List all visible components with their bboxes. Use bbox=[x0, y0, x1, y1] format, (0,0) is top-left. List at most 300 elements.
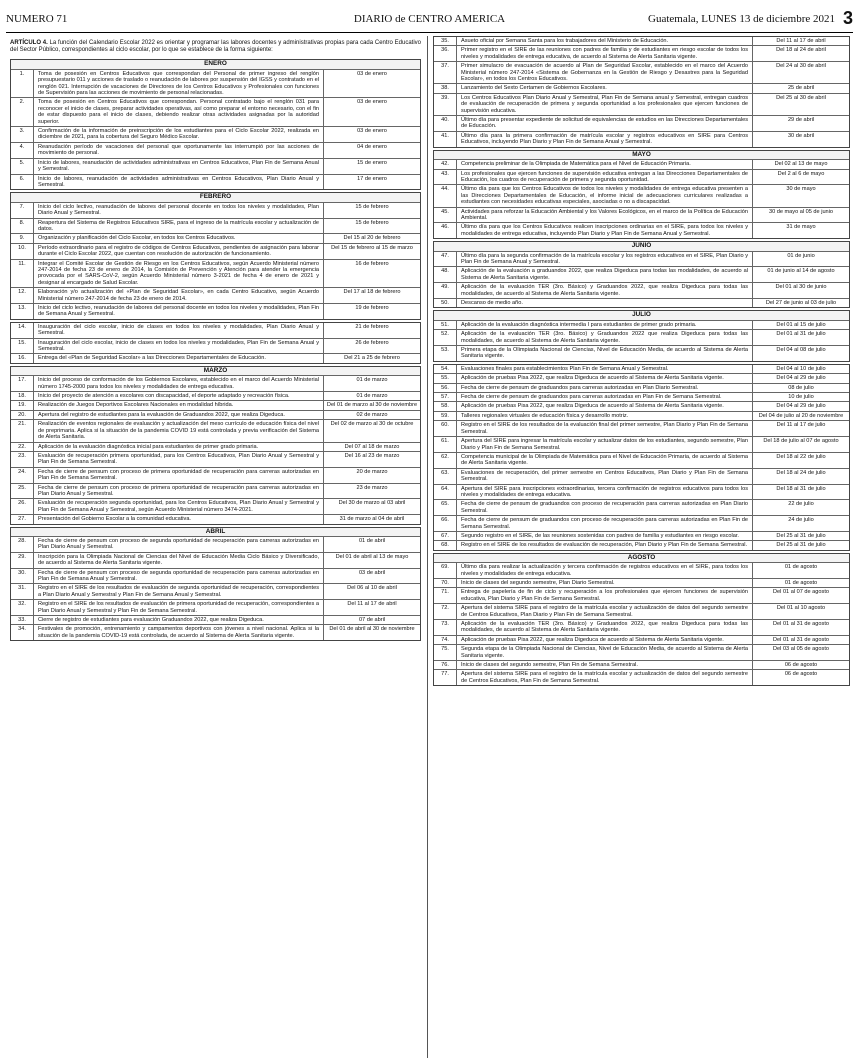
row-number: 37. bbox=[434, 62, 457, 83]
activity-date: Del 01 de marzo al 30 de noviembre bbox=[326, 402, 418, 409]
calendar-table bbox=[10, 322, 421, 364]
row-number: 4. bbox=[11, 143, 34, 158]
activity-description: Realización de Juegos Deportivos Escolares Nacionales en modalidad híbrida. bbox=[34, 401, 324, 409]
activity-date: 25 de abril bbox=[787, 85, 815, 92]
activity-date: 10 de julio bbox=[788, 394, 814, 401]
table-row bbox=[434, 484, 849, 500]
activity-description: Fecha de cierre de pensum de graduandos con proceso de recuperación para carreras autorizadas en Plan Fin de Semana Semestral. bbox=[457, 516, 753, 531]
row-number: 48. bbox=[434, 267, 457, 282]
table-row bbox=[434, 37, 849, 45]
activity-date: Del 25 al 31 de julio bbox=[776, 542, 826, 549]
row-number: 58. bbox=[434, 402, 457, 410]
row-number: 8. bbox=[11, 219, 34, 234]
activity-description: Inscripción para la Olimpiada Nacional de Ciencias del Nivel de Educación Media Ciclo Básico y Diversificado, de acuerdo al Sistema de Alerta Sanitaria vigente. bbox=[34, 553, 324, 568]
table-row bbox=[11, 442, 420, 451]
activity-date: 17 de enero bbox=[357, 175, 387, 182]
row-number: 34. bbox=[11, 625, 34, 640]
table-row bbox=[434, 452, 849, 468]
activity-date: 03 de enero bbox=[357, 128, 387, 135]
activity-description: Evaluación de recuperación primera oportunidad, para los Centros Educativos, Plan Diario Anual y Semestral y Plan Fin de Semana Semestral. bbox=[34, 452, 324, 467]
calendar-table bbox=[433, 241, 850, 308]
table-row bbox=[11, 353, 420, 362]
activity-date: 08 de julio bbox=[788, 384, 814, 391]
row-number: 6. bbox=[11, 175, 34, 190]
activity-description: Entrega de papelería de fin de ciclo y recuperación a los profesionales que ejercen funciones de supervisión educativa, Plan Diario y Plan Fin de Semana Semestral. bbox=[457, 588, 753, 603]
table-row bbox=[11, 400, 420, 409]
activity-date: 20 de marzo bbox=[356, 468, 388, 475]
table-row bbox=[434, 115, 849, 131]
activity-date: Del 04 de julio al 20 de noviembre bbox=[758, 412, 844, 419]
activity-description: Apertura del SIRE para ingresar la matrícula escolar y actualizar datos de los estudiantes, segundo semestre, Plan Diario y Plan Fin de Semana Semestral. bbox=[457, 437, 753, 452]
row-number: 65. bbox=[434, 500, 457, 515]
row-number: 35. bbox=[434, 37, 457, 45]
activity-date: 15 de febrero bbox=[355, 219, 389, 226]
month-header: JULIO bbox=[434, 311, 849, 319]
activity-description: Descanso de medio año. bbox=[457, 299, 753, 307]
row-number: 51. bbox=[434, 321, 457, 329]
table-row bbox=[11, 287, 420, 303]
activity-description: Fecha de cierre de pensum con proceso de primera oportunidad de recuperación para carreras autorizadas en Plan Fin de Semana Semestral. bbox=[34, 468, 324, 483]
row-number: 3. bbox=[11, 127, 34, 142]
table-row bbox=[11, 451, 420, 467]
activity-date: Del 16 al 23 de marzo bbox=[344, 452, 400, 459]
activity-date: 31 de mayo bbox=[786, 224, 816, 231]
table-row bbox=[11, 243, 420, 259]
table-row bbox=[434, 392, 849, 401]
row-number: 66. bbox=[434, 516, 457, 531]
activity-description: Aplicación de la evaluación TER (3ro. Básico) y Graduandos 2022, que realiza Digeduca para todas las modalidades, de acuerdo al Sistema de Alerta Sanitaria vigente. bbox=[457, 283, 753, 298]
row-number: 21. bbox=[11, 420, 34, 441]
table-row bbox=[11, 218, 420, 234]
table-row bbox=[434, 93, 849, 115]
table-row bbox=[434, 587, 849, 603]
activity-date: 04 de enero bbox=[357, 143, 387, 150]
activity-date: 21 de febrero bbox=[355, 323, 389, 330]
row-number: 56. bbox=[434, 384, 457, 392]
row-number: 20. bbox=[11, 411, 34, 419]
table-row bbox=[434, 644, 849, 660]
row-number: 70. bbox=[434, 579, 457, 587]
row-number: 53. bbox=[434, 346, 457, 361]
article-text: La función del Calendario Escolar 2022 es orientar y programar las labores docentes y administrativas propias para cada Centro Educativo del Sector Público, correspondientes al ciclo escolar, por lo que se establece de la forma siguiente: bbox=[10, 40, 421, 54]
row-number: 5. bbox=[11, 159, 34, 174]
table-row bbox=[434, 159, 849, 168]
issue-number: NUMERO 71 bbox=[6, 13, 68, 25]
table-row bbox=[11, 536, 420, 552]
row-number: 50. bbox=[434, 299, 457, 307]
activity-date: Del 25 al 31 de julio bbox=[776, 532, 826, 539]
row-number: 12. bbox=[11, 288, 34, 303]
row-number: 22. bbox=[11, 443, 34, 451]
activity-date: 01 de marzo bbox=[356, 377, 388, 384]
activity-date: 03 de abril bbox=[358, 569, 386, 576]
activity-description: Presentación del Gobierno Escolar a la comunidad educativa. bbox=[34, 515, 324, 523]
activity-date: Del 01 al 15 de julio bbox=[776, 321, 826, 328]
activity-description: Inicio de clases del segundo semestre, Plan Diario Semestral. bbox=[457, 579, 753, 587]
table-row bbox=[434, 531, 849, 540]
page-number: 3 bbox=[842, 8, 853, 28]
activity-date: Del 01 de abril al 13 de mayo bbox=[335, 553, 409, 560]
row-number: 24. bbox=[11, 468, 34, 483]
activity-date: Del 25 al 30 de abril bbox=[776, 94, 826, 101]
activity-description: Período extraordinario para el registro de códigos de Centros Educativos, pendientes de asignación para laborar durante el Ciclo Escolar 2022, que cuentan con resolución de autorización de funcionamiento. bbox=[34, 244, 324, 259]
row-number: 7. bbox=[11, 203, 34, 218]
activity-description: Aplicación de la evaluación diagnóstica intermedia I para estudiantes de primer grado primaria. bbox=[457, 321, 753, 329]
activity-description: Aplicación de la evaluación a graduandos 2022, que realiza Digeduca para todas las modalidades, de acuerdo al Sistema de Alerta Sanitaria vigente. bbox=[457, 267, 753, 282]
activity-date: 01 de agosto bbox=[784, 580, 818, 586]
activity-date: Del 01 de abril al 30 de noviembre bbox=[329, 626, 415, 633]
activity-date: Del 06 al 10 de abril bbox=[347, 585, 397, 592]
activity-date: 30 de mayo bbox=[786, 186, 816, 193]
row-number: 74. bbox=[434, 636, 457, 644]
table-row bbox=[434, 329, 849, 345]
table-row bbox=[11, 419, 420, 441]
activity-date: 24 de julio bbox=[788, 517, 814, 524]
row-number: 77. bbox=[434, 670, 457, 685]
activity-description: Reapertura del Sistema de Registros Educativos SIRE, para el ingreso de la matrícula escolar y actualización de datos. bbox=[34, 219, 324, 234]
activity-description: Elaboración y/o actualización del «Plan de Seguridad Escolar», en cada Centro Educativo, según Acuerdo Ministerial número 247-2014 de fecha 23 de enero de 2014. bbox=[34, 288, 324, 303]
table-row bbox=[11, 483, 420, 499]
row-number: 55. bbox=[434, 374, 457, 382]
activity-description: Inicio de labores, reanudación de actividades administrativas en Centros Educativos, Plan Diario Anual y Semestral. bbox=[34, 175, 324, 190]
table-row bbox=[11, 615, 420, 624]
article-lead: ARTÍCULO 4. bbox=[10, 40, 48, 46]
table-row bbox=[434, 635, 849, 644]
right-column bbox=[433, 36, 850, 1058]
row-number: 60. bbox=[434, 421, 457, 436]
row-number: 72. bbox=[434, 604, 457, 619]
table-row bbox=[434, 373, 849, 382]
activity-description: Entrega del «Plan de Seguridad Escolar» a las Direcciones Departamentales de Educación. bbox=[34, 354, 324, 362]
activity-description: Primer registro en el SIRE de las reuniones con padres de familia y de estudiantes en riesgo escolar de todos los niveles y modalidades de entrega educativa, de acuerdo al Sistema de Alerta Sanitaria vigente. bbox=[457, 46, 753, 61]
row-number: 67. bbox=[434, 532, 457, 540]
activity-description: Primera etapa de la Olimpiada Nacional de Ciencias, Nivel de Educación Media, de acuerdo al Sistema de Alerta Sanitaria vigente. bbox=[457, 346, 753, 361]
activity-description: Realización de eventos regionales de evaluación y actualización del meso currículo de educación física del nivel de preprimaria. Aplica si la situación de la pandemia COVID 19 está controlada y previa verificación del Sistema de Alerta Sanitaria. bbox=[34, 420, 324, 441]
activity-description: Fecha de cierre de pensum con proceso de primera oportunidad de recuperación para carreras autorizadas en Plan Diario Anual y Semestral. bbox=[34, 484, 324, 499]
activity-description: Talleres regionales virtuales de educación física y desarrollo motriz. bbox=[457, 412, 753, 420]
table-row bbox=[434, 578, 849, 587]
activity-date: Del 04 al 29 de julio bbox=[776, 375, 826, 382]
activity-description: Inicio del ciclo lectivo, reanudación de labores del personal docente en todos los niveles y modalidades, Plan Fin de Semana Anual y Semestral. bbox=[34, 304, 324, 319]
table-row bbox=[11, 552, 420, 568]
table-row bbox=[11, 259, 420, 288]
activity-description: Inicio de labores, reanudación de actividades administrativas en Centros Educativos, Plan Fin de Semana Anual y Semestral. bbox=[34, 159, 324, 174]
activity-date: Del 01 al 07 de agosto bbox=[773, 589, 829, 596]
row-number: 69. bbox=[434, 563, 457, 578]
calendar-table bbox=[10, 366, 421, 525]
row-number: 29. bbox=[11, 553, 34, 568]
left-calendar-tables bbox=[10, 59, 421, 641]
row-number: 30. bbox=[11, 569, 34, 584]
table-row bbox=[11, 498, 420, 514]
activity-description: Último día para presentar expediente de solicitud de equivalencias de estudios en las Direcciones Departamentales de Educación. bbox=[457, 116, 753, 131]
row-number: 41. bbox=[434, 132, 457, 147]
activity-date: Del 01 al 31 de agosto bbox=[773, 621, 829, 628]
activity-description: Fecha de cierre de pensum de graduandos para carreras autorizadas en Plan Diario Semestral. bbox=[457, 384, 753, 392]
row-number: 63. bbox=[434, 469, 457, 484]
table-row bbox=[434, 365, 849, 373]
row-number: 11. bbox=[11, 260, 34, 288]
activity-date: Del 24 al 30 de abril bbox=[776, 63, 826, 70]
table-row bbox=[434, 345, 849, 361]
table-row bbox=[11, 338, 420, 354]
row-number: 16. bbox=[11, 354, 34, 362]
activity-description: Inicio del proyecto de atención a escolares con discapacidad, el deporte adaptado y recreación física. bbox=[34, 392, 324, 400]
activity-description: Último día para que los Centros Educativos realicen inscripciones ordinarias en el SIRE, para todos los niveles y modalidades de entrega educativa, incluyendo Plan Diario y Plan Fin de Semana Anual y Semestral. bbox=[457, 223, 753, 238]
row-number: 47. bbox=[434, 252, 457, 267]
table-row bbox=[434, 282, 849, 298]
table-row bbox=[434, 83, 849, 92]
row-number: 45. bbox=[434, 208, 457, 223]
table-row bbox=[11, 599, 420, 615]
row-number: 49. bbox=[434, 283, 457, 298]
row-number: 36. bbox=[434, 46, 457, 61]
right-calendar-tables bbox=[433, 36, 850, 686]
activity-date: 15 de enero bbox=[357, 159, 387, 166]
activity-description: Inauguración del ciclo escolar, inicio de clases en todos los niveles y modalidades, Plan Diario Anual y Semestral. bbox=[34, 323, 324, 338]
calendar-table bbox=[10, 527, 421, 642]
activity-date: 02 de marzo bbox=[356, 411, 388, 418]
activity-date: 16 de febrero bbox=[355, 260, 389, 267]
row-number: 73. bbox=[434, 620, 457, 635]
table-row bbox=[11, 174, 420, 190]
row-number: 17. bbox=[11, 376, 34, 391]
activity-date: 07 de abril bbox=[358, 617, 386, 624]
activity-date: 30 de mayo al 05 de junio bbox=[768, 208, 834, 215]
activity-date: Del 2 al 6 de mayo bbox=[777, 170, 825, 177]
activity-description: Registro en el SIRE de los resultados de evaluación de segunda oportunidad de recuperación, correspondientes a Plan Diario Anual y Semestral y Plan Fin de Semana Anual y Semestral. bbox=[34, 584, 324, 599]
activity-date: 01 de marzo bbox=[356, 393, 388, 400]
table-row bbox=[434, 562, 849, 578]
table-row bbox=[434, 468, 849, 484]
calendar-table bbox=[433, 36, 850, 148]
activity-description: Inauguración del ciclo escolar, inicio de clases en todos los niveles y modalidades, Plan Fin de Semana Anual y Semestral. bbox=[34, 339, 324, 354]
table-row bbox=[11, 142, 420, 158]
calendar-table bbox=[10, 192, 421, 320]
activity-date: 01 de junio al 14 de agosto bbox=[767, 268, 835, 275]
activity-date: Del 01 al 10 agosto bbox=[776, 605, 826, 612]
calendar-table bbox=[433, 553, 850, 687]
activity-date: 23 de marzo bbox=[356, 484, 388, 491]
activity-date: 31 de marzo al 04 de abril bbox=[339, 516, 405, 523]
table-row bbox=[11, 69, 420, 98]
table-row bbox=[434, 131, 849, 147]
table-row bbox=[434, 669, 849, 685]
article-intro bbox=[10, 40, 421, 54]
activity-date: Del 01 al 30 de junio bbox=[775, 284, 827, 291]
table-row bbox=[434, 401, 849, 410]
row-number: 31. bbox=[11, 584, 34, 599]
table-row bbox=[434, 436, 849, 452]
row-number: 2. bbox=[11, 98, 34, 126]
activity-description: Aplicación de pruebas Pisa 2022, que realiza Digeduca de acuerdo al Sistema de Alerta Sanitaria vigente. bbox=[457, 374, 753, 382]
column-divider bbox=[427, 36, 428, 1058]
activity-date: 19 de febrero bbox=[355, 305, 389, 311]
activity-description: Toma de posesión en Centros Educativos que correspondan. Personal contratado bajo el renglón 031 para reconocer el inicio de clases, preparar actividades operativas, así como preparar el entorno necesario, con el fin de estar dispuesto para el inicio de clases, debiendo realizar otras actividades asignadas por la autoridad superior. bbox=[34, 98, 324, 126]
table-row bbox=[434, 660, 849, 669]
table-row bbox=[11, 97, 420, 126]
table-row bbox=[11, 375, 420, 391]
activity-description: Aplicación de pruebas Pisa 2022, que realiza Digeduca de acuerdo al Sistema de Alerta Sanitaria vigente. bbox=[457, 636, 753, 644]
newspaper-title: DIARIO de CENTRO AMERICA bbox=[353, 13, 506, 25]
activity-description: Último día para realizar la actualización y tercera confirmación de registros educativos en el SIRE, para todos los niveles y modalidades de entrega educativa. bbox=[457, 563, 753, 578]
activity-description: Los Centros Educativos Plan Diario Anual y Semestral, Plan Fin de Semana anual y Semestral, entregan cuadros de evaluación de recuperación de primera y segunda oportunidad a los profesionales que ejercen funciones de supervisión educativa. bbox=[457, 94, 753, 115]
row-number: 62. bbox=[434, 453, 457, 468]
table-row bbox=[11, 323, 420, 338]
month-header: ABRIL bbox=[11, 528, 420, 536]
table-row bbox=[11, 568, 420, 584]
row-number: 57. bbox=[434, 393, 457, 401]
activity-date: 15 de febrero bbox=[355, 203, 389, 210]
activity-description: Cierre de registro de estudiantes para evaluación Graduandos 2022, que realiza Digeduca. bbox=[34, 616, 324, 624]
row-number: 39. bbox=[434, 94, 457, 115]
activity-date: Del 17 al 18 de febrero bbox=[343, 289, 401, 296]
activity-date: 22 de julio bbox=[788, 501, 814, 508]
row-number: 71. bbox=[434, 588, 457, 603]
table-row bbox=[434, 383, 849, 392]
activity-description: Lanzamiento del Sexto Certamen de Gobiernos Escolares. bbox=[457, 84, 753, 92]
activity-description: Aplicación de la evaluación TER (3ro. Básico) y Graduandos 2022 que realiza Digeduca para todas las modalidades, de acuerdo al Sistema de Alerta Sanitaria vigente. bbox=[457, 330, 753, 345]
activity-description: Segundo registro en el SIRE, de las reuniones sostenidas con padres de familia y estudiantes en riesgo escolar. bbox=[457, 532, 753, 540]
row-number: 25. bbox=[11, 484, 34, 499]
row-number: 23. bbox=[11, 452, 34, 467]
calendar-table bbox=[10, 59, 421, 190]
month-header: AGOSTO bbox=[434, 554, 849, 562]
activity-description: Organización y planificación del Ciclo Escolar, en todos los Centros Educativos. bbox=[34, 234, 324, 242]
activity-date: 01 de abril bbox=[358, 537, 386, 544]
row-number: 68. bbox=[434, 541, 457, 549]
activity-date: Del 18 de julio al 07 de agosto bbox=[763, 438, 839, 445]
activity-description: Registro en el SIRE de los resultados de la evaluación final del primer semestre, Plan Diario y Plan Fin de Semana Semestral. bbox=[457, 421, 753, 436]
table-row bbox=[11, 126, 420, 142]
calendar-table bbox=[433, 150, 850, 239]
table-row bbox=[11, 410, 420, 419]
row-number: 44. bbox=[434, 185, 457, 206]
activity-description: Apertura del sistema SIRE para el registro de la matrícula escolar y actualización de datos del segundo semestre de Centros Educativos, Plan Diario y Plan Fin de Semana Semestral. bbox=[457, 604, 753, 619]
row-number: 27. bbox=[11, 515, 34, 523]
activity-description: Inicio de clases del segundo semestre, Plan Fin de Semana Semestral. bbox=[457, 661, 753, 669]
activity-date: Del 01 al 31 de agosto bbox=[773, 636, 829, 643]
row-number: 43. bbox=[434, 170, 457, 185]
row-number: 14. bbox=[11, 323, 34, 338]
activity-description: Aplicación de la evaluación diagnóstica inicial para estudiantes de primer grado primaria. bbox=[34, 443, 324, 451]
activity-description: Último día para la primera confirmación de matrícula escolar y registros educativos en SIRE para Centros Educativos, incluyendo Plan Diario y Plan Fin de Semana Anual y Semestral. bbox=[457, 132, 753, 147]
table-row bbox=[434, 298, 849, 307]
issue-date: Guatemala, LUNES 13 de diciembre 2021 bbox=[648, 13, 835, 25]
table-row bbox=[434, 411, 849, 420]
row-number: 61. bbox=[434, 437, 457, 452]
row-number: 54. bbox=[434, 365, 457, 373]
activity-date: 30 de abril bbox=[787, 132, 815, 139]
calendar-table bbox=[433, 364, 850, 551]
row-number: 28. bbox=[11, 537, 34, 552]
table-row bbox=[434, 222, 849, 238]
table-row bbox=[11, 233, 420, 242]
table-row bbox=[11, 583, 420, 599]
activity-date: Del 04 al 10 de julio bbox=[776, 365, 826, 372]
activity-description: Apertura del SIRE para inscripciones extraordinarias, tercera confirmación de registros educativos para todos los niveles y modalidades de entrega educativa. bbox=[457, 485, 753, 500]
activity-date: Del 15 al 20 de febrero bbox=[343, 235, 401, 242]
activity-date: Del 15 de febrero al 15 de marzo bbox=[331, 244, 413, 251]
activity-description: Registro en el SIRE de los resultados de evaluación de recuperación, Plan Diario y Plan Fin de Semana Semestral. bbox=[457, 541, 753, 549]
table-row bbox=[11, 303, 420, 319]
month-header: ENERO bbox=[11, 60, 420, 68]
newspaper-header bbox=[6, 10, 853, 33]
activity-date: Del 18 al 24 de julio bbox=[776, 469, 826, 476]
row-number: 33. bbox=[11, 616, 34, 624]
table-row bbox=[434, 61, 849, 83]
activity-date: 26 de febrero bbox=[355, 339, 389, 346]
activity-date: Del 18 al 31 de julio bbox=[776, 485, 826, 492]
row-number: 59. bbox=[434, 412, 457, 420]
activity-date: Del 11 al 17 de abril bbox=[776, 38, 826, 44]
activity-date: 06 de agosto bbox=[784, 662, 818, 669]
activity-date: Del 04 al 08 de julio bbox=[776, 347, 826, 354]
table-row bbox=[434, 603, 849, 619]
activity-date: Del 18 al 24 de abril bbox=[776, 47, 826, 54]
activity-description: Evaluación de recuperación segunda oportunidad, para los Centros Educativos, Plan Diario Anual y Semestral y Plan Fin de Semana Anual y Semestral, según Acuerdo Ministerial número 3474-2021. bbox=[34, 499, 324, 514]
row-number: 9. bbox=[11, 234, 34, 242]
row-number: 26. bbox=[11, 499, 34, 514]
activity-description: Competencia preliminar de la Olimpiada de Matemática para el Nivel de Educación Primaria. bbox=[457, 160, 753, 168]
activity-description: Competencia municipal de la Olimpiada de Matemática para el Nivel de Educación Primaria, de acuerdo al Sistema de Alerta Sanitaria vigente. bbox=[457, 453, 753, 468]
row-number: 32. bbox=[11, 600, 34, 615]
row-number: 19. bbox=[11, 401, 34, 409]
activity-date: Del 04 al 29 de julio bbox=[776, 403, 826, 410]
month-header: MAYO bbox=[434, 151, 849, 159]
activity-date: Del 27 de junio al 03 de julio bbox=[765, 300, 837, 306]
table-row bbox=[11, 202, 420, 218]
table-row bbox=[434, 45, 849, 61]
activity-description: Último día para la segunda confirmación de la matrícula escolar y los registros educativos en el SIRE, Plan Diario y Plan Fin de Semana Anual y Semestral. bbox=[457, 252, 753, 267]
table-row bbox=[434, 207, 849, 223]
activity-description: Inicio del proceso de conformación de los Gobiernos Escolares, establecido en el marco del Acuerdo Ministerial número 1745-2000 para todos los niveles y modalidades de entrega educativa. bbox=[34, 376, 324, 391]
row-number: 75. bbox=[434, 645, 457, 660]
calendar-table bbox=[433, 310, 850, 361]
activity-date: Del 01 al 31 de julio bbox=[776, 331, 826, 338]
activity-description: Fecha de cierre de pensum con proceso de segunda oportunidad de recuperación para carreras autorizadas en Plan Fin de Semana Anual y Semestral. bbox=[34, 569, 324, 584]
row-number: 10. bbox=[11, 244, 34, 259]
activity-description: Asueto oficial por Semana Santa para los trabajadores del Ministerio de Educación. bbox=[457, 37, 753, 45]
activity-description: Último día para que los Centros Educativos de todos los niveles y modalidades de entrega educativa presenten a las Direcciones Departamentales de Educación, el informe inicial de adecuaciones curriculares realizadas a estudiantes con necesidades educativas especiales, asociadas o no a discapacidad. bbox=[457, 185, 753, 206]
table-row bbox=[434, 266, 849, 282]
activity-description: Evaluaciones finales para establecimientos Plan Fin de Semana Anual y Semestral. bbox=[457, 365, 753, 373]
activity-description: Integrar el Comité Escolar de Gestión de Riesgo en los Centros Educativos, según Acuerdo Ministerial número 247-2014 de fecha 23 de enero de 2014, la Comisión de Prevención y Atención para atender la emergencia provocada por el SARS-CoV-2, según Acuerdo Ministerial número 3-2021 de fecha 4 de enero de 2021 y designar al encargado de Salud Escolar. bbox=[34, 260, 324, 288]
activity-date: Del 11 al 17 de julio bbox=[776, 422, 826, 429]
table-row bbox=[434, 515, 849, 531]
table-row bbox=[11, 514, 420, 523]
activity-description: Apertura del sistema SIRE para el registro de la matrícula escolar y actualización de datos del segundo semestre de Centros Educativos, Plan Fin de Semana Semestral. bbox=[457, 670, 753, 685]
table-row bbox=[434, 540, 849, 549]
row-number: 13. bbox=[11, 304, 34, 319]
activity-description: Confirmación de la información de preinscripción de los estudiantes para el Ciclo Escolar 2022, realizada en diciembre de 2021, para la cobertura del Seguro Médico Escolar. bbox=[34, 127, 324, 142]
activity-description: Actividades para reforzar la Educación Ambiental y los Valores Ecológicos, en el marco de la Política de Educación Ambiental. bbox=[457, 208, 753, 223]
activity-description: Aplicación de pruebas Pisa 2022, que realiza Digeduca de acuerdo al Sistema de Alerta Sanitaria vigente. bbox=[457, 402, 753, 410]
activity-description: Segunda etapa de la Olimpiada Nacional de Ciencias, Nivel de Educación Media, de acuerdo al Sistema de Alerta Sanitaria vigente. bbox=[457, 645, 753, 660]
activity-date: Del 18 al 22 de julio bbox=[776, 453, 826, 460]
activity-date: Del 30 de marzo al 03 abril bbox=[338, 500, 406, 507]
activity-description: Inicio del ciclo lectivo, reanudación de labores del personal docente en todos los niveles y modalidades, Plan Diario Anual y Semestral. bbox=[34, 203, 324, 218]
row-number: 38. bbox=[434, 84, 457, 92]
table-row bbox=[11, 158, 420, 174]
table-row bbox=[434, 320, 849, 329]
row-number: 76. bbox=[434, 661, 457, 669]
activity-date: 29 de abril bbox=[787, 117, 815, 124]
table-row bbox=[434, 184, 849, 206]
activity-description: Reanudación período de vacaciones del personal que oportunamente las interrumpió por las acciones de movimiento de personal. bbox=[34, 143, 324, 158]
activity-description: Primer simulacro de evacuación de acuerdo al Plan de Seguridad Escolar, establecido en el marco del Acuerdo Ministerial número 247-2014 «Sistema de Gobernanza en la Gestión de Riesgo y Desastres para la Seguridad Escolar», en todos los Centros Educativos. bbox=[457, 62, 753, 83]
table-row bbox=[11, 467, 420, 483]
